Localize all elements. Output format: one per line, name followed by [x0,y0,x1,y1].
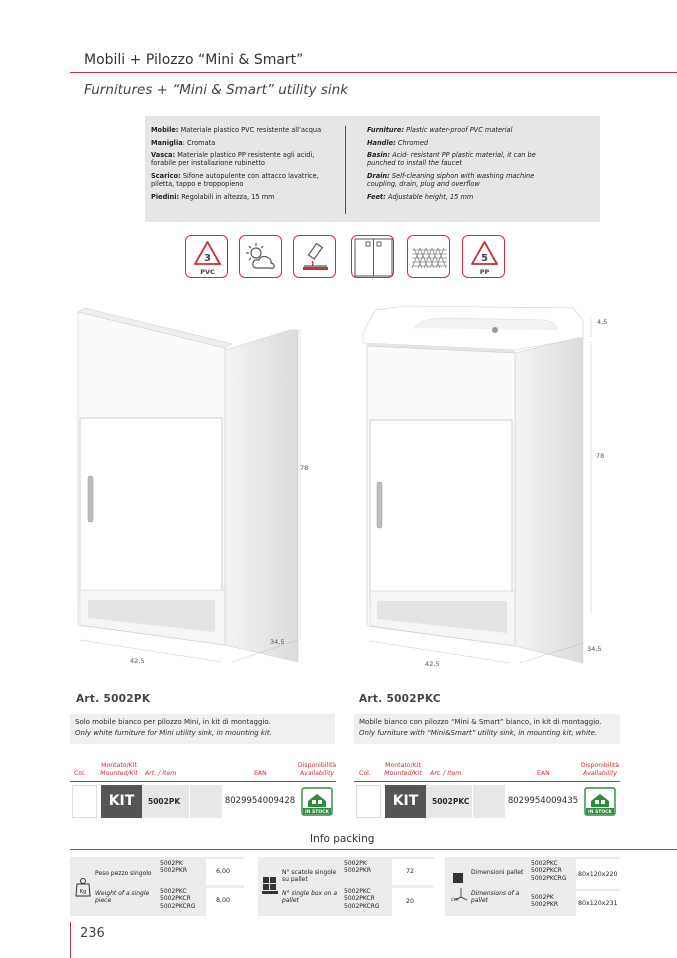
svg-text:PP: PP [479,268,490,276]
svg-text:IN STOCK: IN STOCK [588,810,612,815]
pallet-dimensions-value: 80x120x220 [578,871,618,878]
weight-value: 8,00 [216,897,231,904]
dimension-depth: 34,5 [587,645,602,653]
pallet-count-value: 20 [406,898,415,905]
dimension-height: 78 [300,464,309,472]
weather-resistant-icon [239,235,282,278]
spacer-cell [473,785,505,818]
page-title: Mobili + Pilozzo “Mini & Smart” [84,52,304,68]
product-description [354,714,620,744]
availability-header: Disponibilità Availability [580,762,620,777]
spec-divider [345,126,346,214]
table-rule [70,781,336,782]
pallet-count-box [258,857,434,916]
page-number: 236 [80,926,105,941]
spec-item: Mobile: Materiale plastico PVC resistente all’acqua [151,126,322,134]
art-header: Art. / Item [430,770,462,777]
page-number-rule [70,922,71,958]
dimension-width: 42,5 [130,657,145,665]
dimension-height: 78 [596,452,605,460]
mounted-value: KIT [385,785,426,818]
ean-header: EAN [537,770,550,777]
pallet-count-label-it: N° scatole singole su pallet [282,869,337,884]
weight-value-cell [206,888,244,916]
description-en: Only white furniture for Mini utility sink, in mounting kit. [75,729,272,737]
pallet-count-value-cell [392,859,434,885]
mounted-value: KIT [101,785,142,818]
description-en: Only furniture with “Mini&Smart” utility sink, in mounting kit, white. [359,729,598,737]
cabinet-5002pk-image [60,300,310,680]
spec-list-en [367,126,557,206]
double-door-icon [351,235,394,278]
acid-resistant-icon [293,235,336,278]
pallet-dimensions-label-en: Dimensions of a pallet [471,890,520,905]
in-stock-badge [582,785,618,818]
spec-item: Drain: Self-cleaning siphon with washing machine coupling, drain, plug and overflow [367,172,535,189]
weight-icon [75,877,91,897]
weight-codes: 5002PK 5002PKR [160,860,187,875]
page-subtitle: Furnitures + “Mini & Smart” utility sink [84,82,349,98]
item-code: 5002PK [142,785,189,818]
svg-text:3: 3 [204,253,211,264]
weight-box [70,857,244,916]
pallet-dimensions-box [445,857,620,916]
color-swatch [72,785,97,818]
pallet-boxes-icon [261,875,279,897]
title-rule [70,72,677,73]
svg-text:5: 5 [481,253,488,264]
product-art-title: Art. 5002PKC [359,693,441,705]
spec-item: Basin: Acid- resistant PP plastic material, it can be punched to install the faucet [367,151,536,168]
recycle-pp-icon [462,235,505,278]
svg-text:IN STOCK: IN STOCK [305,810,329,815]
ean-value: 8029954009435 [507,785,579,818]
weight-value-cell [206,859,244,885]
svg-text:PVC: PVC [200,268,215,276]
item-code: 5002PKC [426,785,472,818]
pallet-dimensions-value-cell [576,859,620,889]
col-header: Col. [74,770,86,777]
pallet-dimensions-label-it: Dimensioni pallet [471,869,524,876]
art-header: Art. / Item [145,770,177,777]
spec-item: Furniture: Plastic water-proof PVC material [367,126,513,134]
col-header: Col. [359,770,371,777]
description-it: Solo mobile bianco per pilozzo Mini, in kit di montaggio. [75,718,271,726]
weight-value: 6,00 [216,868,231,875]
pallet-count-codes: 5002PKC 5002PKCR 5002PKCRG [344,888,380,910]
spec-box [145,116,600,222]
svg-text:cm: cm [451,897,459,903]
info-packing-rule [70,849,677,850]
table-rule [354,781,620,782]
pallet-dimensions-value: 80x120x231 [578,900,618,907]
dimension-depth: 34,5 [270,638,285,646]
spec-item: Piedini: Regolabili in altezza, 15 mm [151,192,275,201]
mesh-icon [407,235,450,278]
color-swatch [356,785,381,818]
availability-header: Disponibilità Availability [297,762,337,777]
pallet-count-label-en: N° single box on a pallet [282,890,338,905]
pallet-count-value: 72 [406,868,415,875]
recycle-pvc-icon [185,235,228,278]
spec-item: Scarico: Sifone autopulente con attacco lavatrice, piletta, tappo e troppopieno [151,172,319,189]
mounted-header: Montato/Kit Mounted/Kit [384,762,422,777]
dimension-top: 4,5 [597,318,608,326]
weight-codes: 5002PKC 5002PKCR 5002PKCRG [160,888,196,910]
svg-text:Kg: Kg [79,889,87,895]
spacer-cell [190,785,222,818]
spec-item: Feet: Adjustable height, 15 mm [367,192,474,201]
spec-list-it [151,126,341,206]
in-stock-badge [299,785,335,818]
pallet-count-value-cell [392,888,434,916]
mounted-header: Montato/Kit Mounted/Kit [100,762,138,777]
cabinet-5002pkc-image [355,298,608,678]
product-description [70,714,335,744]
product-art-title: Art. 5002PK [76,693,151,705]
description-it: Mobile bianco con pilozzo “Mini & Smart” bianco, in kit di montaggio. [359,718,602,726]
weight-label-en: Weight of a single piece [95,890,150,905]
dimension-width: 42,5 [425,660,440,668]
pallet-dimensions-codes: 5002PKC 5002PKCR 5002PKCRG [531,860,567,882]
spec-item: Vasca: Materiale plastico PP resistente agli acidi, forabile per installazione rubinetto [151,151,315,168]
pallet-dimensions-icon [447,871,469,903]
spec-item: Handle: Chromed [367,138,429,147]
ean-value: 8029954009428 [224,785,296,818]
pallet-dimensions-codes: 5002PK 5002PKR [531,894,558,909]
weight-label-it: Peso pezzo singolo [95,870,152,877]
ean-header: EAN [254,770,267,777]
pallet-dimensions-value-cell [576,891,620,916]
pallet-count-codes: 5002PK 5002PKR [344,860,371,875]
spec-item: Maniglia: Cromata [151,138,216,147]
info-packing-title: Info packing [310,833,375,845]
